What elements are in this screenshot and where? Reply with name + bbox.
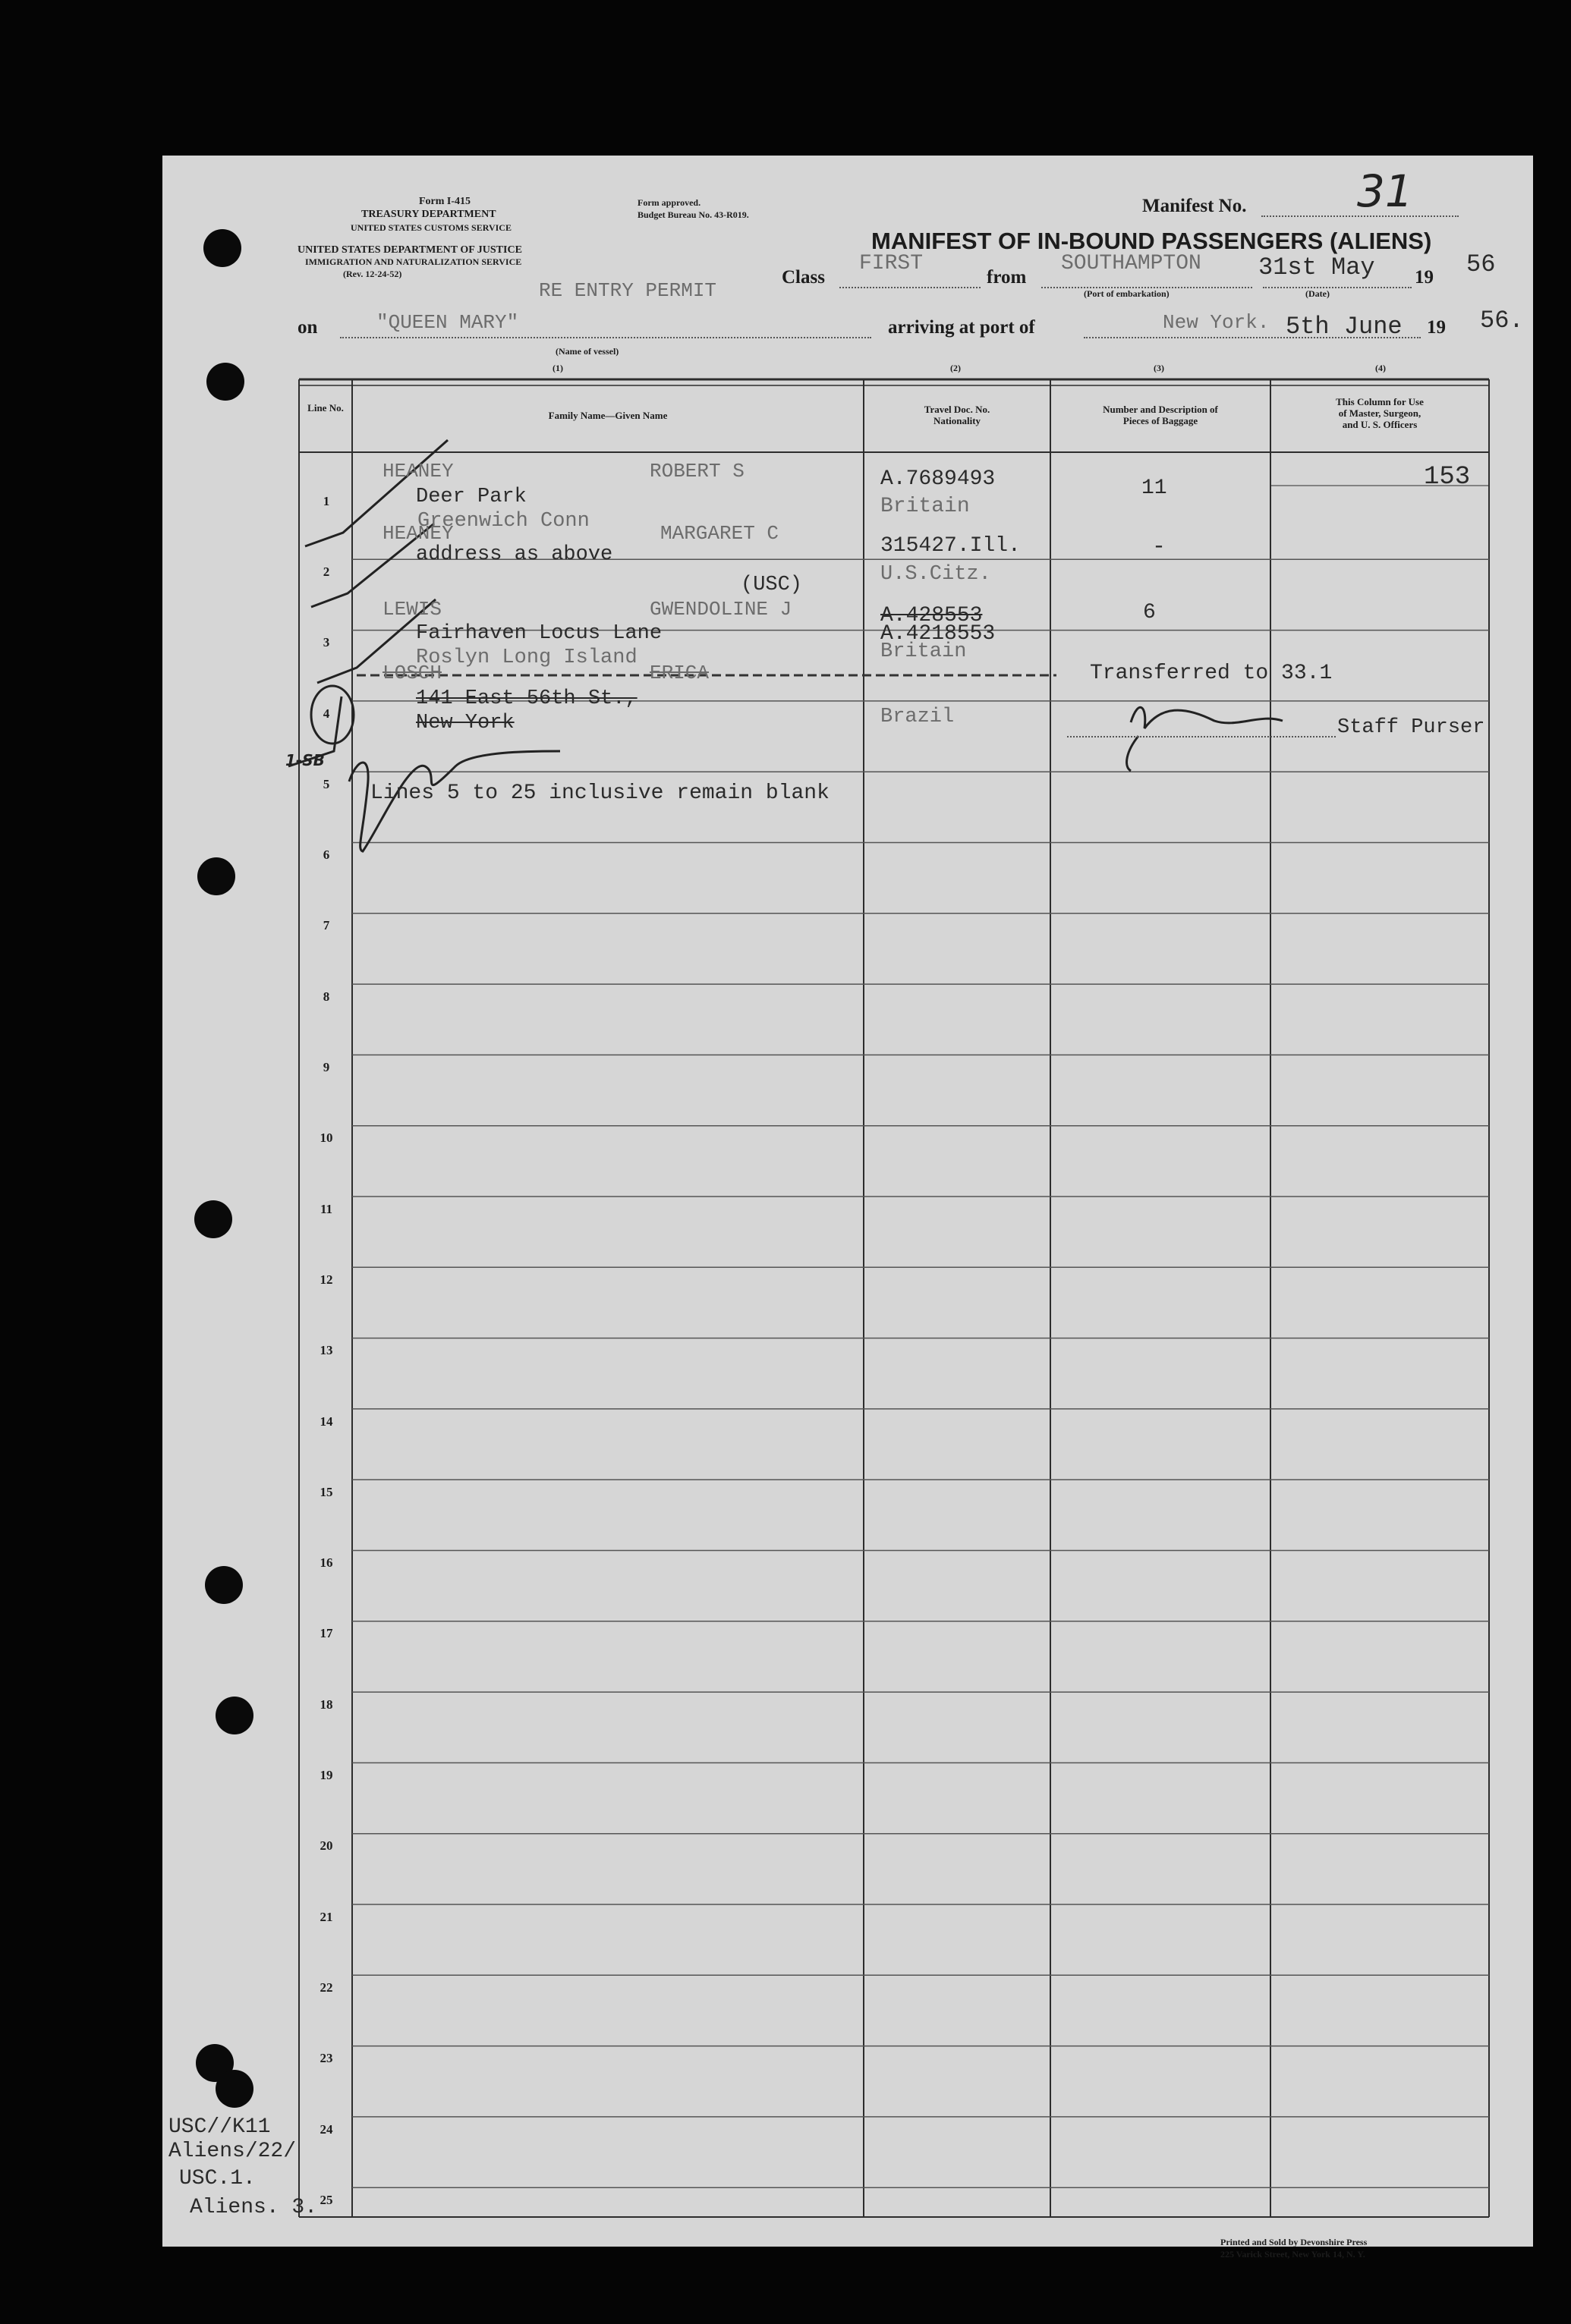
- line-number: 13: [320, 1343, 333, 1358]
- line-number: 21: [320, 1909, 333, 1924]
- officer-header-line1: This Column for Use: [1336, 396, 1424, 407]
- customs-service: UNITED STATES CUSTOMS SERVICE: [351, 222, 512, 233]
- manifest-no-label: Manifest No.: [1142, 196, 1247, 216]
- baggage-header-line2: Pieces of Baggage: [1122, 415, 1198, 426]
- line-number: 7: [323, 918, 330, 933]
- margin-note-1: USC//K11: [168, 2115, 271, 2139]
- margin-note-5: 1-SB: [285, 751, 325, 769]
- line-number: 18: [320, 1697, 333, 1712]
- baggage-header: [1052, 404, 1269, 426]
- printer-line1: Printed and Sold by Devonshire Press: [1220, 2237, 1368, 2247]
- line-number: 3: [323, 635, 330, 650]
- arrival-year: 56.: [1480, 307, 1524, 335]
- form-title: MANIFEST OF IN-BOUND PASSENGERS (ALIENS): [871, 228, 1432, 254]
- line-number: 16: [320, 1555, 333, 1571]
- row4-family-name: LOSCH: [383, 662, 442, 684]
- row1-baggage: 11: [1141, 476, 1167, 500]
- margin-note-2: Aliens/22/: [168, 2140, 297, 2163]
- line-number: 9: [323, 1060, 330, 1075]
- line-number: 17: [320, 1626, 333, 1641]
- row1-address: Deer Park: [416, 486, 527, 508]
- line-number: 2: [323, 564, 330, 579]
- travel-doc-header-line2: Nationality: [933, 415, 981, 426]
- line-number: 5: [323, 776, 330, 791]
- class-label: Class: [782, 267, 825, 288]
- vessel-caption: (Name of vessel): [556, 346, 619, 357]
- embark-date: 31st May: [1258, 253, 1375, 281]
- row3-given-name: GWENDOLINE J: [650, 598, 792, 621]
- line-number: 22: [320, 1980, 333, 1995]
- row3-address-line2: Roslyn Long Island: [416, 646, 638, 669]
- line-number: 15: [320, 1484, 333, 1499]
- line-number: 1: [323, 493, 330, 508]
- row3-baggage: 6: [1143, 601, 1156, 624]
- form-number: Form I-415: [419, 196, 471, 207]
- row2-travel-doc: 315427.Ill.: [880, 534, 1021, 558]
- port-caption: (Port of embarkation): [1084, 288, 1170, 299]
- row2-given-name: MARGARET C: [660, 522, 779, 545]
- row3-travel-doc: A.4218553: [880, 622, 996, 646]
- line-number: 14: [320, 1414, 333, 1429]
- from-label: from: [987, 267, 1027, 288]
- row2-family-name: HEANEY: [383, 522, 454, 545]
- line-number: 12: [320, 1272, 333, 1287]
- travel-doc-header: [865, 404, 1049, 426]
- row4-address-line1: 141 East 56th St.,: [416, 687, 638, 710]
- row1-nationality: Britain: [880, 495, 970, 518]
- line-number: 4: [323, 706, 330, 721]
- justice-dept: UNITED STATES DEPARTMENT OF JUSTICE: [298, 244, 522, 256]
- form-revision: (Rev. 12-24-52): [343, 269, 402, 279]
- row2-address: address as above: [416, 543, 613, 566]
- name-column-header: Family Name—Given Name: [548, 410, 668, 421]
- line-number: 6: [323, 848, 330, 863]
- ins-service: IMMIGRATION AND NATURALIZATION SERVICE: [305, 256, 522, 267]
- blank-lines-note: Lines 5 to 25 inclusive remain blank: [370, 781, 830, 805]
- line-number: 8: [323, 989, 330, 1004]
- row3-family-name: LEWIS: [383, 598, 442, 621]
- re-entry-permit: RE ENTRY PERMIT: [539, 279, 717, 302]
- treasury-dept: TREASURY DEPARTMENT: [361, 209, 496, 220]
- line-number: 11: [320, 1201, 333, 1216]
- line-number: 23: [320, 2051, 333, 2066]
- col1-number: (1): [553, 363, 563, 373]
- budget-bureau: Budget Bureau No. 43-R019.: [638, 209, 749, 220]
- row1-family-name: HEANEY: [383, 460, 454, 483]
- col2-number: (2): [950, 363, 961, 373]
- line-number: 19: [320, 1768, 333, 1783]
- officer-header-line3: and U. S. Officers: [1342, 419, 1418, 430]
- date-caption: (Date): [1305, 288, 1330, 299]
- col4-number: (4): [1375, 363, 1386, 373]
- arrival-year-prefix: 19: [1427, 317, 1446, 338]
- arriving-label: arriving at port of: [888, 317, 1035, 338]
- manifest-number: 31: [1357, 165, 1413, 217]
- row3-usc-note: (USC): [741, 574, 803, 596]
- row4-nationality: Brazil: [880, 706, 955, 728]
- year-prefix: 19: [1415, 267, 1434, 288]
- row2-baggage: -: [1152, 534, 1166, 560]
- vessel-name: "QUEEN MARY": [376, 311, 519, 334]
- row3-travel-doc-struck: A.428553: [880, 604, 983, 627]
- row4-address-line2: New York: [416, 712, 515, 734]
- line-number: 24: [320, 2121, 333, 2137]
- class-value: FIRST: [859, 252, 924, 275]
- port-of-embarkation: SOUTHAMPTON: [1061, 252, 1201, 275]
- row1-given-name: ROBERT S: [650, 460, 745, 483]
- row3-nationality: Britain: [880, 640, 967, 663]
- purser-signature-line: [1067, 736, 1336, 737]
- officer-use-header: [1272, 396, 1488, 430]
- line-number: 20: [320, 1838, 333, 1854]
- purser-title: Staff Purser: [1337, 716, 1485, 739]
- travel-doc-header-line1: Travel Doc. No.: [924, 404, 990, 415]
- row3-address-line1: Fairhaven Locus Lane: [416, 622, 663, 645]
- line-no-header: Line No.: [307, 402, 344, 414]
- margin-note-4: Aliens. 3.: [190, 2196, 318, 2219]
- row2-nationality: U.S.Citz.: [880, 563, 991, 586]
- row4-transfer-note: Transferred to 33.1: [1090, 662, 1333, 685]
- col3-number: (3): [1154, 363, 1164, 373]
- embark-year: 56: [1466, 250, 1496, 278]
- margin-note-3: USC.1.: [179, 2167, 256, 2190]
- printer-line2: 225 Varick Street, New York 14, N. Y.: [1220, 2249, 1365, 2260]
- row4-given-name: ERICA: [650, 662, 710, 684]
- arrival-date: 5th June: [1286, 313, 1403, 341]
- arrival-port: New York.: [1163, 311, 1270, 334]
- line-number: 10: [320, 1131, 333, 1146]
- baggage-header-line1: Number and Description of: [1103, 404, 1218, 415]
- row1-travel-doc: A.7689493: [880, 467, 996, 491]
- on-label: on: [298, 317, 318, 338]
- row2-address-overlap: Greenwich Conn: [417, 510, 590, 533]
- form-approved: Form approved.: [638, 197, 701, 208]
- line-number: 25: [320, 2192, 333, 2207]
- officer-header-line2: of Master, Surgeon,: [1338, 407, 1421, 419]
- row1-officer-number: 153: [1424, 463, 1471, 492]
